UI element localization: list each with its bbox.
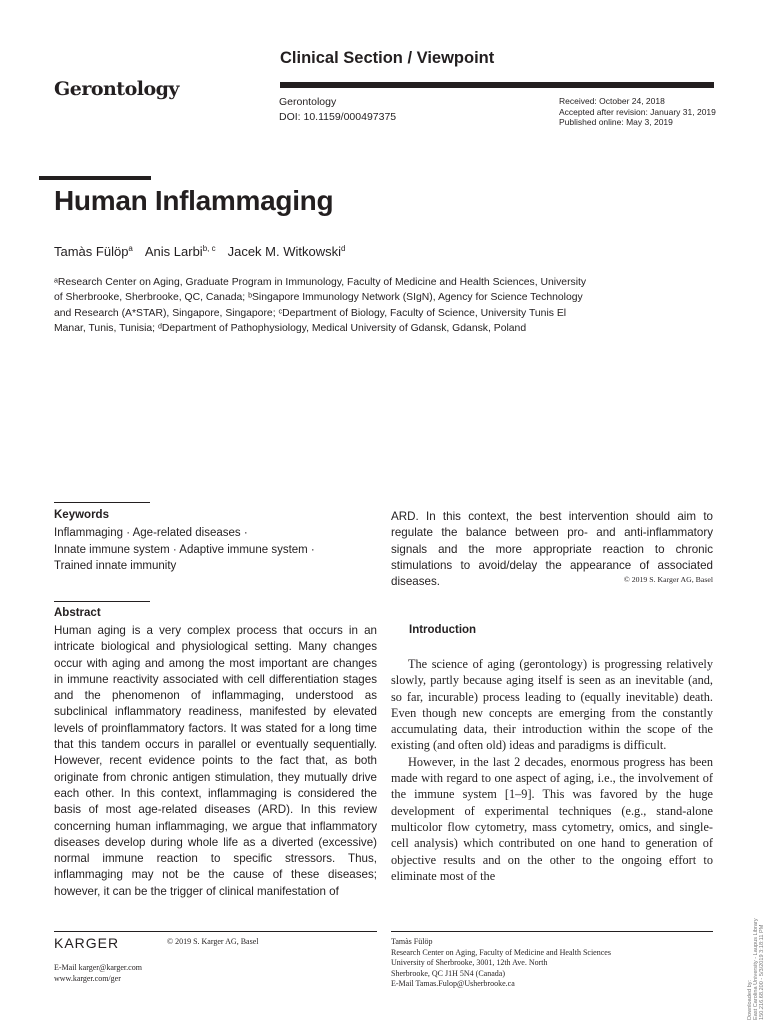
footer-rule <box>54 931 377 932</box>
published-date: Published online: May 3, 2019 <box>559 117 673 127</box>
correspondence-name: Tamàs Fülöp <box>391 937 433 946</box>
abstract-copyright: © 2019 S. Karger AG, Basel <box>623 575 713 584</box>
download-note <box>747 918 766 1020</box>
journal-name: Gerontology <box>279 96 337 108</box>
keywords-list <box>54 525 315 575</box>
affiliations <box>54 275 599 337</box>
introduction-paragraph: The science of aging (gerontology) is progressing relatively slowly, partly because aging itself is seen as an inevitable (and, so far, incurable) process leading to (equally inevitable) death. Even though new concepts are emerging from the constantly accumulating data, their introduction within the scope of the existing (and often old) ideas and paradigms is difficult. <box>391 657 713 753</box>
author-affiliation-mark: b, c <box>202 244 216 253</box>
article-title: Human Inflammaging <box>54 185 334 216</box>
correspondence-line: Sherbrooke, QC J1H 5N4 (Canada) <box>391 968 505 978</box>
introduction-heading: Introduction <box>409 624 477 636</box>
keywords-heading: Keywords <box>54 509 109 521</box>
abstract-text: Human aging is a very complex process that occurs in an intricate biological and physiological setting. Many changes occur with aging and among the most important are changes in immune reactivity associated with cell differentiation stages and the phenomenon of inflammaging, understood as subclinical inflammatory readiness, manifested by elevated levels of proinflammatory factors. It was stated for a long time that this tandem occurs in parallel or eventually sequentially. However, recent evidence points to the fact that, as both originate from chronic antigen stimulation, they mutually drive each other. In this context, inflammaging is considered the basis of most age-related diseases (ARD). In this review concerning human inflammaging, we argue that inflammatory diseases develop during whole life as a diverted (excessive) normal immune reaction to specific stressors. Thus, inflammaging may not be the cause of these diseases; however, it can be the trigger of clinical manifestation of <box>54 624 377 898</box>
header-rule <box>280 82 714 88</box>
publisher-website-link[interactable]: www.karger.com/ger <box>54 973 121 983</box>
keywords-line: Trained innate immunity <box>54 560 177 572</box>
footer-rule <box>391 931 713 932</box>
correspondence-address <box>391 937 611 990</box>
abstract-continuation: ARD. In this context, the best intervention should aim to regulate the balance between pro- and anti-inflammatory signals and the more appropriate reaction to chronic stimulations to avoid/delay the appearance of associated diseases. <box>391 510 713 589</box>
karger-logo: KARGER <box>54 935 120 951</box>
article-dates <box>559 96 716 128</box>
affiliation-line: ᵃResearch Center on Aging, Graduate Program in Immunology, Faculty of Medicine and Health Sciences, University <box>54 277 587 288</box>
affiliation-line: of Sherbrooke, Sherbrooke, QC, Canada; ᵇSingapore Immunology Network (SIgN), Agency for Science Technology <box>54 292 583 304</box>
keywords-line: Innate immune system · Adaptive immune system · <box>54 543 315 556</box>
correspondence-line: University of Sherbrooke, 3001, 12th Ave. North <box>391 958 548 967</box>
publisher-contact <box>54 963 142 984</box>
publisher-email-link[interactable]: E-Mail karger@karger.com <box>54 963 142 972</box>
introduction-paragraph: However, in the last 2 decades, enormous progress has been made with regard to one aspect of aging, i.e., the involvement of the immune system [1–9]. This was favored by the huge development of experimental techniques (e.g., stand-alone multicolor flow cytometry, mass cytometry, omics, and single-cell analysis) which contributed on one hand to generation of objective results and on the other to the ongoing effort to eliminate most of the <box>391 754 713 883</box>
footer-copyright: © 2019 S. Karger AG, Basel <box>167 937 259 946</box>
author-name: Jacek M. Witkowski <box>227 244 341 259</box>
author-name: Anis Larbi <box>144 244 203 259</box>
abstract-rule <box>54 601 150 602</box>
received-date: Received: October 24, 2018 <box>559 96 665 106</box>
abstract-heading: Abstract <box>54 607 101 619</box>
keywords-line: Inflammaging · Age-related diseases · <box>54 527 248 539</box>
journal-logo: Gerontology <box>54 78 179 100</box>
keywords-rule <box>54 502 150 503</box>
doi-link[interactable]: DOI: 10.1159/000497375 <box>279 111 397 123</box>
journal-meta <box>279 95 396 125</box>
introduction-body <box>391 656 713 884</box>
title-rule <box>39 176 151 180</box>
author-list <box>54 244 345 259</box>
correspondence-email-link[interactable]: E-Mail Tamas.Fulop@Usherbrooke.ca <box>391 979 515 988</box>
author-name: Tamàs Fülöp <box>54 244 129 259</box>
affiliation-line: Manar, Tunis, Tunisia; ᵈDepartment of Pathophysiology, Medical University of Gdansk, Gdansk, Poland <box>54 323 527 335</box>
download-note-line: Downloaded by: <box>747 979 753 1020</box>
affiliation-line: and Research (A*STAR), Singapore, Singapore; ᶜDepartment of Biology, Faculty of Science, University Tunis El <box>54 307 567 319</box>
section-label: Clinical Section / Viewpoint <box>280 49 495 67</box>
author-affiliation-mark: d <box>341 244 346 253</box>
download-note-line: 150.216.68.200 - 5/3/2019 3:18:11 PM <box>759 924 766 1020</box>
author-affiliation-mark: a <box>128 244 133 253</box>
download-note-line: East Carolina University - Laupus Library <box>753 918 760 1020</box>
correspondence-line: Research Center on Aging, Faculty of Medicine and Health Sciences <box>391 947 611 957</box>
accepted-date: Accepted after revision: January 31, 2019 <box>559 106 716 117</box>
